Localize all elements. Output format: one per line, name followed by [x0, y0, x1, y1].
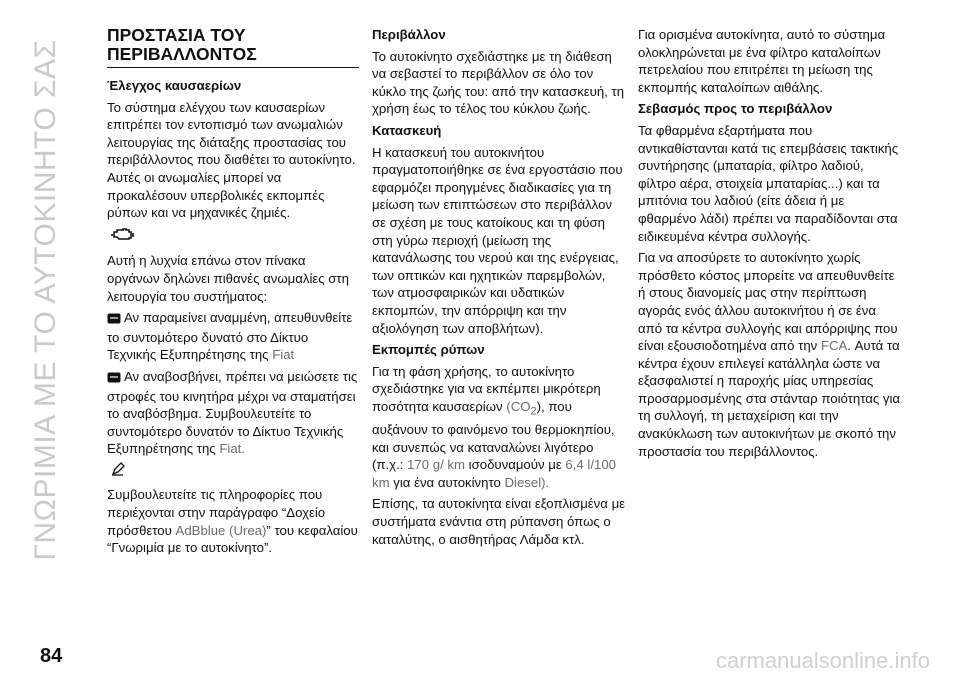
particulate-filter-paragraph: Για ορισμένα αυτοκίνητα, αυτό το σύστημα ολοκληρώνεται με ένα φίλτρο καταλοίπων πετρελαίου που επιτρέπει τη μείωση της εκπομπής καταλοίπων αιθάλης. — [638, 27, 886, 95]
worn-parts-paragraph: Τα φθαρμένα εξαρτήματα που αντικαθίστανται κατά τις επεμβάσεις τακτικής συντήρησης (μπαταρία, φίλτρο λαδιού, φίλτρο αέρα, στοιχεία μπαταρίας...) και τα μπιτόνια του λαδιού (είτε άδεια ή με φθαρμένο λάδι) πρέπει να παραδίδονται στα ειδικευμένα κέντρα συλλογής. — [638, 122, 899, 244]
emissions-heading: Εκπομπές ρύπων — [372, 342, 485, 358]
column-2 — [372, 26, 626, 552]
adblue-reference-paragraph: Συμβουλευτείτε τις πληροφορίες που περιέχονται στην παράγραφο “Δοχείο πρόσθετου AdBblue (Urea)” του κεφαλαίου “Γνωριμία με το αυτοκίνητο”. — [107, 487, 358, 556]
column-1 — [107, 26, 359, 561]
section-title-line2: ΠΕΡΙΒΑΛΛΟΝΤΟΣ — [107, 44, 257, 64]
chapter-side-tab — [0, 0, 92, 678]
chapter-title: ΓΝΩΡΙΜΙΑ ΜΕ ΤΟ ΑΥΤΟΚΙΝΗΤΟ ΣΑΣ — [29, 39, 62, 561]
engine-light-steady-icon — [107, 311, 121, 329]
vehicle-disposal-paragraph: Για να αποσύρετε το αυτοκίνητο χωρίς πρόσθετο κόστος μπορείτε να απευθυνθείτε ή στους διανομείς μας στην περίπτωση αγοράς ενός άλλου αυτοκινήτου ή σε ένα από τα κέντρα συλλογής και απόρριψης που είναι εξουσιοδοτημένα από την FCA. Αυτά τα κέντρα έχουν επιλεγεί κατάλληλα ώστε να εξασφαλιστεί η παροχής μίας υπηρεσίας προσαρμοσμένης στα στάνταρ ποιότητας για τη συλλογή, τη μεταχείριση και την ανακύκλωση των αυτοκινήτων με σκοπό την προστασία του περιβάλλοντος. — [638, 250, 901, 459]
environment-paragraph: Το αυτοκίνητο σχεδιάστηκε με τη διάθεση να σεβαστεί το περιβάλλον σε όλο τον κύκλο της ζωής του: από την κατασκευή, τη χρήση έως το τέλος του κύκλου ζωής. — [372, 48, 625, 117]
section-title-line1: ΠΡΟΣΤΑΣΙΑ ΤΟΥ — [107, 25, 246, 45]
info-note-icon — [111, 462, 359, 481]
emissions-control-heading: Έλεγχος καυσαερίων — [107, 78, 242, 93]
watermark: carmanualsonline.info — [715, 648, 930, 673]
column-3 — [638, 26, 902, 464]
emissions-paragraph: Για τη φάση χρήσης, το αυτοκίνητο σχεδιάστηκε για να εκπέμπει μικρότερη ποσότητα καυσαερίων $(CO_2)$, που αυξάνουν το φαινόμενο του θερμοκηπίου, και συνεπώς να καταναλώνει λιγότερο (π.χ.: 170 g/ km ισοδυναμούν με 6,4 l/100 km για ένα αυτοκίνητο Diesel). — [372, 363, 616, 490]
emissions-control-paragraph: Το σύστημα ελέγχου των καυσαερίων επιτρέπει τον εντοπισμό των ανωμαλιών λειτουργίας της διάταξης προστασίας του περιβάλλοντος που διαθέτει το αυτοκίνητο. Αυτές οι ανωμαλίες μπορεί να προκαλέσουν υπερβολικές εκπομπές ρύπων και να μηχανικές ζημιές. — [107, 99, 356, 221]
construction-paragraph: Η κατασκευή του αυτοκινήτου πραγματοποιήθηκε σε ένα εργοστάσιο που εφαρμόζει προηγμένες διαδικασίες για τη μείωση των επιπτώσεων στο περιβάλλον σε σχέση με τους κατοίκους και τη φύση στη γύρω περιοχή (μείωση της κατανάλωσης του νερού και της ενέργειας, των οπτικών και ηχητικών παρεμβολών, των ατμοσφαιρικών και υδατικών εκπομπών, την απόρριψη και την αξιολόγηση των αποβλήτων). — [372, 144, 623, 336]
light-steady-paragraph: Αν παραμείνει αναμμένη, απευθυνθείτε το συντομότερο δυνατό στο Δίκτυο Τεχνικής Εξυπηρέτησης της Fiat — [107, 310, 353, 363]
construction-heading: Κατασκευή — [372, 122, 442, 138]
environment-heading: Περιβάλλον — [372, 27, 446, 42]
engine-warning-icon — [111, 226, 359, 247]
warning-light-paragraph: Αυτή η λυχνία επάνω στον πίνακα οργάνων δηλώνει πιθανές ανωμαλίες στη λειτουργία του συστήματος: — [107, 253, 349, 304]
light-flashing-paragraph: Αν αναβοσβήνει, πρέπει να μειώσετε τις στροφές του κινητήρα μέχρι να σταματήσει το αναβόσβημα. Συμβουλευτείτε το συντομότερο δυνατόν το Δίκτυο Τεχνικής Εξυπηρέτησης της Fiat. — [107, 368, 358, 457]
anti-pollution-paragraph: Επίσης, τα αυτοκίνητα είναι εξοπλισμένα με συστήματα ενάντια στη ρύπανση όπως ο καταλύτης, ο αισθητήρας Λάμδα κτλ. — [372, 496, 626, 547]
page-number: 84 — [40, 645, 63, 667]
engine-light-flashing-icon — [107, 370, 121, 388]
environment-respect-heading: Σεβασμός προς το περιβάλλον — [638, 101, 833, 117]
section-title-rule — [107, 67, 359, 68]
